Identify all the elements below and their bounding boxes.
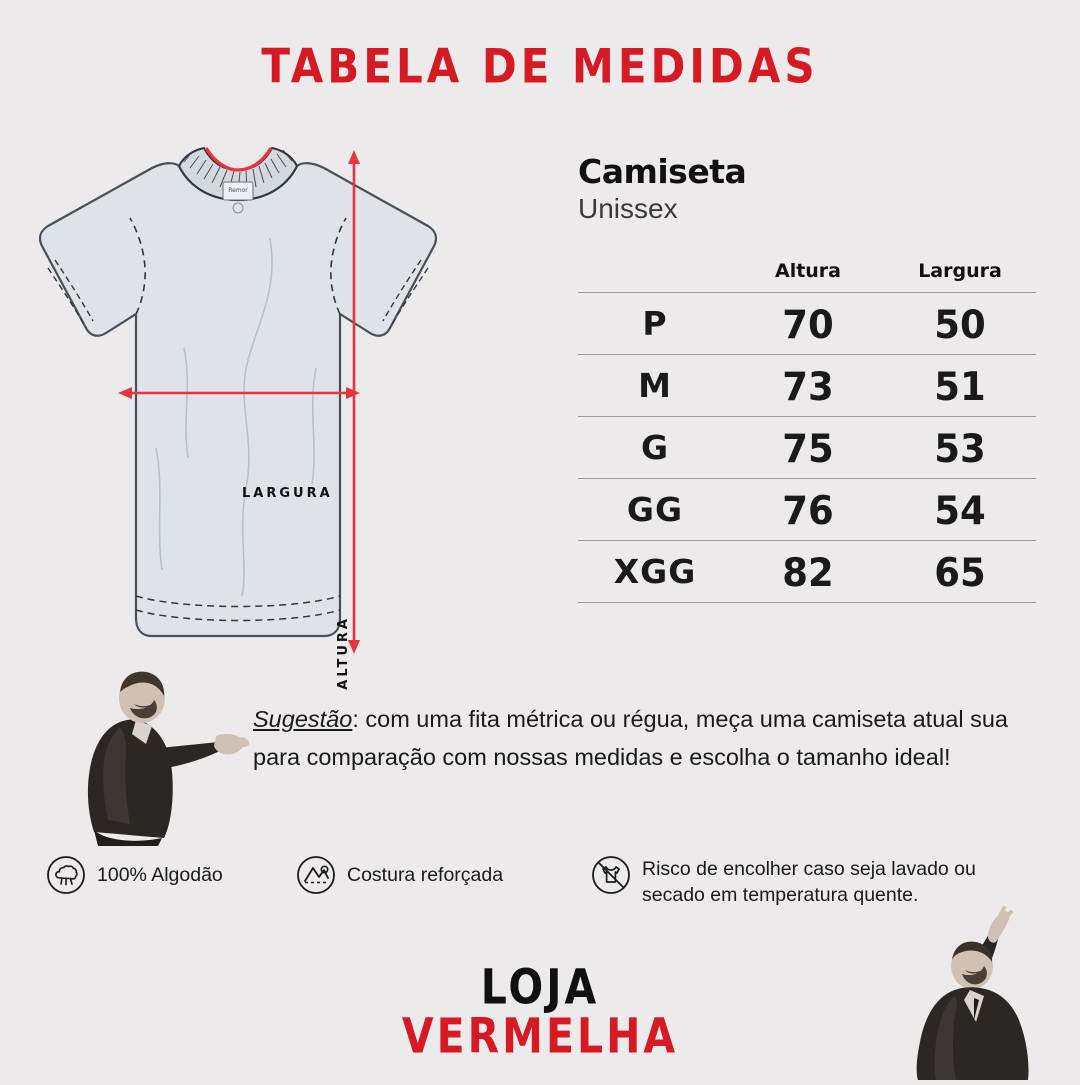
features-row: [46, 855, 1036, 909]
row-largura: 54: [884, 477, 1036, 543]
size-panel: [578, 152, 1036, 603]
lenin-left-svg: [68, 662, 258, 847]
logo-line-2: VERMELHA: [401, 1007, 679, 1065]
feature-shrink-warning-label: Risco de encolher caso seja lavado ou secado em temperatura quente.: [642, 858, 976, 907]
row-size: GG: [578, 479, 732, 541]
table-header-blank: [578, 259, 732, 293]
cotton-icon: [46, 855, 86, 895]
table-row: [578, 417, 1036, 479]
tshirt-svg: [24, 118, 524, 678]
row-altura: 75: [732, 415, 884, 481]
logo-line-1: LOJA: [480, 958, 600, 1015]
suggestion-text: [253, 700, 1013, 776]
product-subtitle: Unissex: [578, 193, 678, 224]
feature-stitching-label: Costura reforçada: [347, 863, 504, 886]
row-altura: 82: [732, 539, 884, 605]
page-title: TABELA DE MEDIDAS: [261, 39, 819, 94]
table-row: [578, 355, 1036, 417]
suggestion-keyword: Sugestão: [253, 706, 353, 732]
row-largura: 51: [884, 353, 1036, 419]
feature-cotton-label: 100% Algodão: [97, 863, 223, 886]
row-size: M: [578, 355, 732, 417]
feature-cotton: [46, 855, 296, 895]
shrink-warning-icon: [591, 855, 631, 895]
table-row: [578, 541, 1036, 603]
row-altura: 70: [732, 291, 884, 357]
table-header-altura: Altura: [774, 260, 842, 282]
brand-logo: [0, 958, 1080, 1065]
tshirt-illustration: [24, 118, 524, 690]
suggestion-body: : com uma fita métrica ou régua, meça uma camiseta atual sua para comparação com nossas medidas e escolha o tamanho ideal!: [253, 706, 1008, 771]
width-dimension-label: LARGURA: [242, 486, 333, 501]
lenin-pointing-figure: [68, 662, 258, 847]
row-altura: 76: [732, 477, 884, 543]
table-row: [578, 293, 1036, 355]
stitching-icon: [296, 855, 336, 895]
table-header-largura: Largura: [918, 260, 1002, 282]
row-largura: 50: [884, 291, 1036, 357]
row-largura: 65: [884, 539, 1036, 605]
row-size: P: [578, 293, 732, 355]
table-header-row: [578, 259, 1036, 293]
product-name: Camiseta: [578, 152, 747, 191]
height-dimension-label: ALTURA: [336, 616, 351, 690]
row-largura: 53: [884, 415, 1036, 481]
row-size: XGG: [578, 541, 732, 603]
row-altura: 73: [732, 353, 884, 419]
size-table: [578, 259, 1036, 603]
neck-tag-label: Remor: [228, 187, 248, 194]
feature-stitching: [296, 855, 591, 895]
row-size: G: [578, 417, 732, 479]
table-row: [578, 479, 1036, 541]
